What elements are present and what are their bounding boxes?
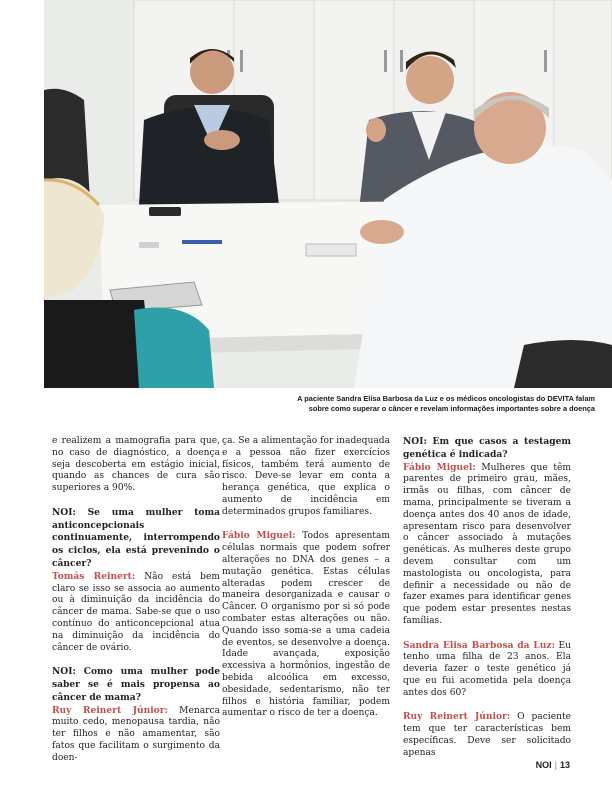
answer-text: Todos apresentam células normais que podem sofrer alterações no DNA dos genes – a mutação genética. Estas células alteradas podem crescer de maneira desorganizada e causar o Câncer. O organismo por si só pode combater estas alterações ou não. Quando isso soma-se a uma cadeia de eventos, se desenvolve a doença. Idade avançada, exposição excessiva a hormônios, ingestão de bebida alcoólica em excesso, obesidade, sedentarismo, não ter filhos e história familiar, podem aumentar o risco de ter a doença. [222,531,391,719]
caption-line-1: A paciente Sandra Elisa Barbosa da Luz e os médicos oncologistas do DEVITA falam [297,394,595,403]
question-text: Em que casos a testagem genética é indicada? [403,436,571,460]
page-number: 13 [559,760,570,770]
speaker-name: Ruy Reinert Júnior: [52,704,168,716]
text-column-2 [222,436,390,720]
paragraph: e realizem a mamografia para que, no caso de diagnóstico, a doença seja descoberta em estágio inicial, quando as chances de cura são superiores a 90%. [52,436,220,494]
answer-paragraph [403,711,571,759]
question-paragraph [52,666,220,704]
answer-text: Eu tenho uma filha de 23 anos. Ela deveria fazer o teste genético já que eu fui acometida pela doença antes dos 60? [403,640,572,698]
interviewer-label: NOI: [52,666,76,678]
answer-paragraph [52,705,220,765]
speaker-name: Ruy Reinert Júnior: [403,711,511,723]
speaker-name: Sandra Elisa Barbosa da Luz: [403,639,555,651]
question-text: Se uma mulher toma anticoncepcionais continuamente, interrompendo os ciclos, ela está prevenindo o câncer? [52,506,220,569]
interviewer-label: NOI: [403,436,427,447]
meeting-photo [44,0,612,388]
question-text: Como uma mulher pode saber se é mais propensa ao câncer de mama? [52,666,220,703]
text-column-1 [52,436,220,765]
question-paragraph [52,507,220,571]
paragraph: ça. Se a alimentação for inadequada e a pessoa não fizer exercícios físicos, também terá aumento de risco. Deve-se levar em conta a herança genética, que explica o aumento de incidência em determinados grupos familiares. [222,436,390,517]
footer-separator: | [554,760,557,770]
answer-text: Não está bem claro se isso se associa ao aumento ou à diminuição da incidência do câncer de mama. Sabe-se que o uso contínuo do anticoncepcional atua na diminuição da incidência do câncer de ovário. [52,571,220,653]
answer-text: Menarca muito cedo, menopausa tardia, não ter filhos e não amamentar, são fatos que facilitam o surgimento da doen- [52,705,220,763]
text-column-3 [403,436,571,760]
answer-paragraph [52,571,220,655]
answer-text: O paciente tem que ter características bem específicas. Deve ser solicitado apenas [403,712,571,758]
magazine-name: NOI [535,760,552,770]
answer-paragraph [403,640,571,700]
answer-text: Mulheres que têm parentes de primeiro grau, mães, irmãs ou filhas, com câncer de mama, principalmente se tiveram a doença antes dos 40 anos de idade, apresentam risco para desenvolver o câncer associado à mutações genéticas. As mulheres deste grupo devem consultar com um mastologista ou oncologista, para definir a necessidade ou não de fazer exames para identificar genes que podem estar presentes nestas famílias. [403,462,571,626]
answer-paragraph [403,462,571,628]
question-paragraph [403,436,571,462]
interviewer-label: NOI: [52,506,76,518]
speaker-name: Tomás Reinert: [52,570,136,582]
speaker-name: Fábio Miguel: [403,461,476,473]
photo-caption [215,394,595,414]
answer-paragraph [222,530,390,720]
page-footer [536,760,570,770]
speaker-name: Fábio Miguel: [222,530,296,542]
caption-line-2: sobre como superar o câncer e revelam informações importantes sobre a doença [308,404,595,413]
